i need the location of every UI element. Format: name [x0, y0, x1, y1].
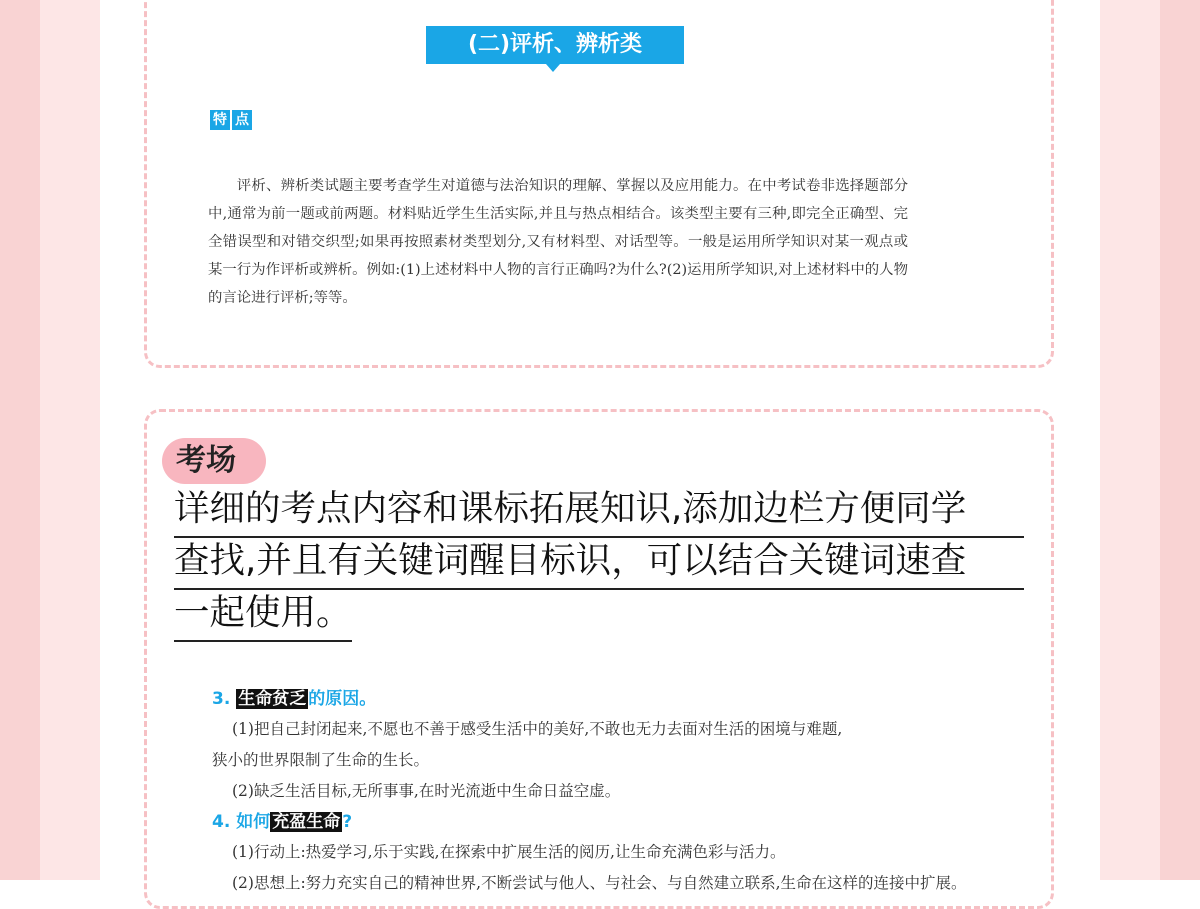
- item-3-line-3: (2)缺乏生活目标,无所事事,在时光流逝中生命日益空虚。: [232, 782, 621, 800]
- feature-paragraph: 评析、辨析类试题主要考查学生对道德与法治知识的理解、掌握以及应用能力。在中考试卷非选择题部分中,通常为前一题或前两题。材料贴近学生生活实际,并且与热点相结合。该类型主要有三种,即完全正确型、完全错误型和对错交织型;如果再按照素材类型划分,又有材料型、对话型等。一般是运用所学知识对某一观点或某一行为作评析或辨析。例如:(1)上述材料中人物的言行正确吗?为什么?(2)运用所学知识,对上述材料中的人物的言论进行评析;等等。: [208, 178, 908, 306]
- feature-description: [208, 172, 908, 312]
- feature-tag-char-2: 点: [232, 110, 252, 130]
- banner-pointer: [546, 64, 560, 72]
- item-3-line-2: 狭小的世界限制了生命的生长。: [212, 751, 430, 769]
- page: [100, 0, 1100, 892]
- item-4-line-1: (1)行动上:热爱学习,乐于实践,在探索中扩展生活的阅历,让生命充满色彩与活力。: [232, 843, 786, 861]
- item-3-heading: [212, 684, 952, 714]
- item-3-rest: 的原因。: [308, 689, 377, 709]
- feature-tag: [210, 110, 252, 130]
- item-4-line-2: (2)思想上:努力充实自己的精神世界,不断尝试与他人、与社会、与自然建立联系,生命在这样的连接中扩展。: [232, 874, 967, 892]
- item-3-number: 3.: [212, 689, 237, 709]
- item-4-number: 4. 如何: [212, 812, 271, 832]
- promo-line-3: 一起使用。: [174, 590, 352, 642]
- left-border-inner: [40, 0, 100, 880]
- item-4-heading: [212, 807, 952, 837]
- item-3-keyword: 生命贫乏: [238, 689, 307, 709]
- promo-line-2: 查找,并且有关键词醒目标识，可以结合关键词速查: [174, 538, 1024, 590]
- promo-line-1: 详细的考点内容和课标拓展知识,添加边栏方便同学: [174, 486, 1024, 538]
- feature-tag-char-1: 特: [210, 110, 230, 130]
- item-4-rest: ?: [342, 812, 353, 832]
- sample-content: [212, 684, 967, 899]
- right-border-inner: [1100, 0, 1160, 880]
- kaochang-pill: 考场: [162, 438, 266, 484]
- promo-headline: [174, 486, 1024, 642]
- item-4-keyword: 充盈生命: [272, 812, 341, 832]
- item-3-line-1: (1)把自己封闭起来,不愿也不善于感受生活中的美好,不敢也无力去面对生活的困境与难题,: [232, 720, 843, 738]
- section-banner: [426, 26, 684, 64]
- section-banner-text: (二)评析、辨析类: [467, 32, 643, 57]
